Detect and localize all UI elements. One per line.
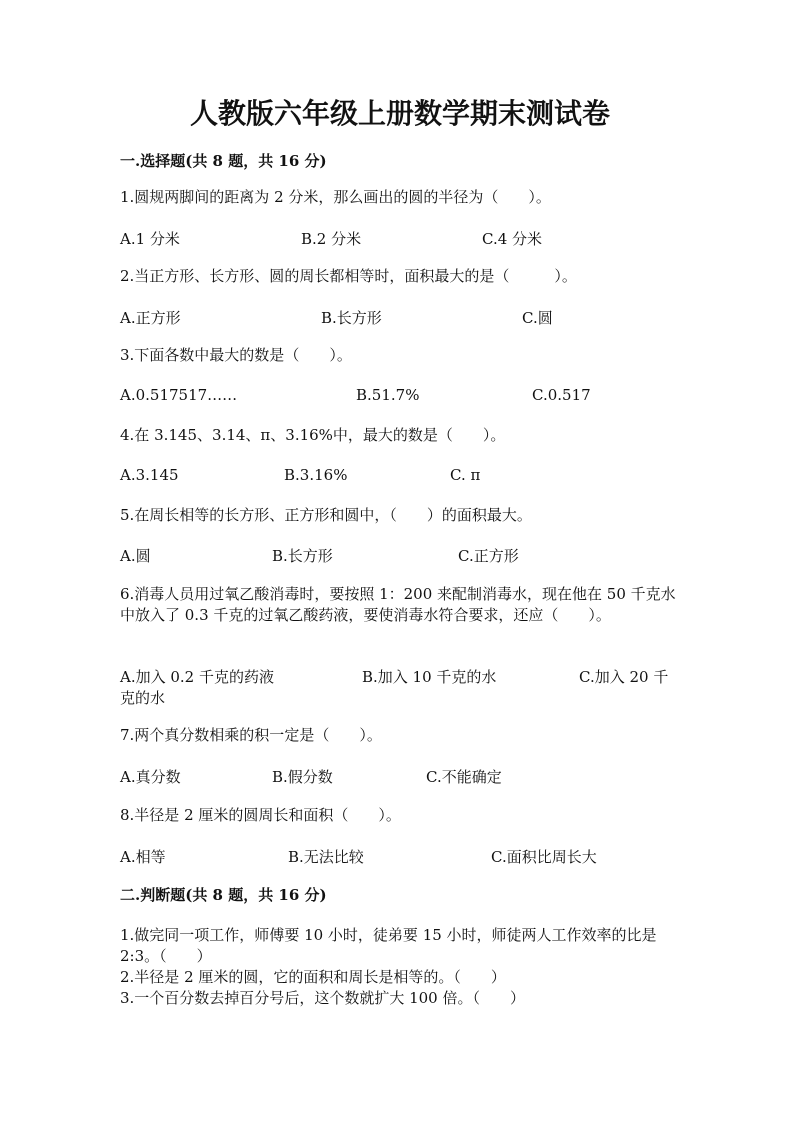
option-c: C. π	[450, 466, 481, 484]
option-a: A.正方形	[120, 309, 181, 327]
option-b: B.长方形	[272, 547, 333, 565]
judgement-item: 2.半径是 2 厘米的圆，它的面积和周长是相等的。（ ）	[120, 968, 506, 986]
option-c: C.0.517	[532, 386, 591, 404]
option-a: A.真分数	[120, 768, 181, 786]
question-options	[120, 466, 680, 488]
option-b: B.长方形	[321, 309, 382, 327]
option-b: B.假分数	[272, 768, 333, 786]
option-a: A.3.145	[120, 466, 179, 484]
question-text: 3.下面各数中最大的数是（ ）。	[120, 346, 352, 364]
question-options	[120, 386, 680, 408]
judgement-item: 3.一个百分数去掉百分号后，这个数就扩大 100 倍。（ ）	[120, 989, 525, 1007]
option-a: A.0.517517……	[120, 386, 238, 404]
option-c: C.圆	[522, 309, 553, 327]
page-title: 人教版六年级上册数学期末测试卷	[189, 97, 610, 130]
option-a: A.相等	[120, 848, 166, 866]
question-text: 6.消毒人员用过氧乙酸消毒时，要按照 1：200 来配制消毒水，现在他在 50 千克水中放入了 0.3 千克的过氧乙酸药液，要使消毒水符合要求，还应（ ）。	[120, 585, 676, 624]
question-options	[120, 307, 680, 329]
option-c: C.4 分米	[482, 230, 543, 248]
option-a: A.1 分米	[120, 230, 180, 248]
option-b: B.51.7%	[356, 386, 420, 404]
question-text: 1.圆规两脚间的距离为 2 分米，那么画出的圆的半径为（ ）。	[120, 188, 551, 206]
option-c: C.加入 20 千	[579, 668, 669, 686]
option-a: A.圆	[120, 547, 151, 565]
option-a: A.加入 0.2 千克的药液	[120, 668, 274, 686]
question-options	[120, 766, 680, 788]
question-options	[120, 666, 680, 688]
option-c: C.面积比周长大	[491, 848, 597, 866]
option-b: B.3.16%	[284, 466, 348, 484]
section-heading-judgement: 二.判断题(共 8 题，共 16 分)	[120, 886, 327, 904]
question-text: 7.两个真分数相乘的积一定是（ ）。	[120, 726, 382, 744]
question-text: 4.在 3.145、3.14、π、3.16%中，最大的数是（ ）。	[120, 426, 506, 444]
question-text: 8.半径是 2 厘米的圆周长和面积（ ）。	[120, 806, 401, 824]
option-b: B.无法比较	[288, 848, 364, 866]
question-options	[120, 846, 680, 868]
option-b: B.2 分米	[301, 230, 362, 248]
section-heading-choice: 一.选择题(共 8 题，共 16 分)	[120, 152, 327, 170]
question-options	[120, 545, 680, 567]
judgement-item: 1.做完同一项工作，师傅要 10 小时，徒弟要 15 小时，师徒两人工作效率的比是 2:3。（ ）	[120, 926, 657, 965]
option-c: C.正方形	[458, 547, 519, 565]
option-b: B.加入 10 千克的水	[362, 668, 497, 686]
question-text: 5.在周长相等的长方形、正方形和圆中，（ ）的面积最大。	[120, 506, 532, 524]
question-options	[120, 228, 680, 250]
option-c: C.不能确定	[426, 768, 502, 786]
option-c-continuation: 克的水	[120, 689, 166, 707]
question-text: 2.当正方形、长方形、圆的周长都相等时，面积最大的是（ ）。	[120, 267, 577, 285]
